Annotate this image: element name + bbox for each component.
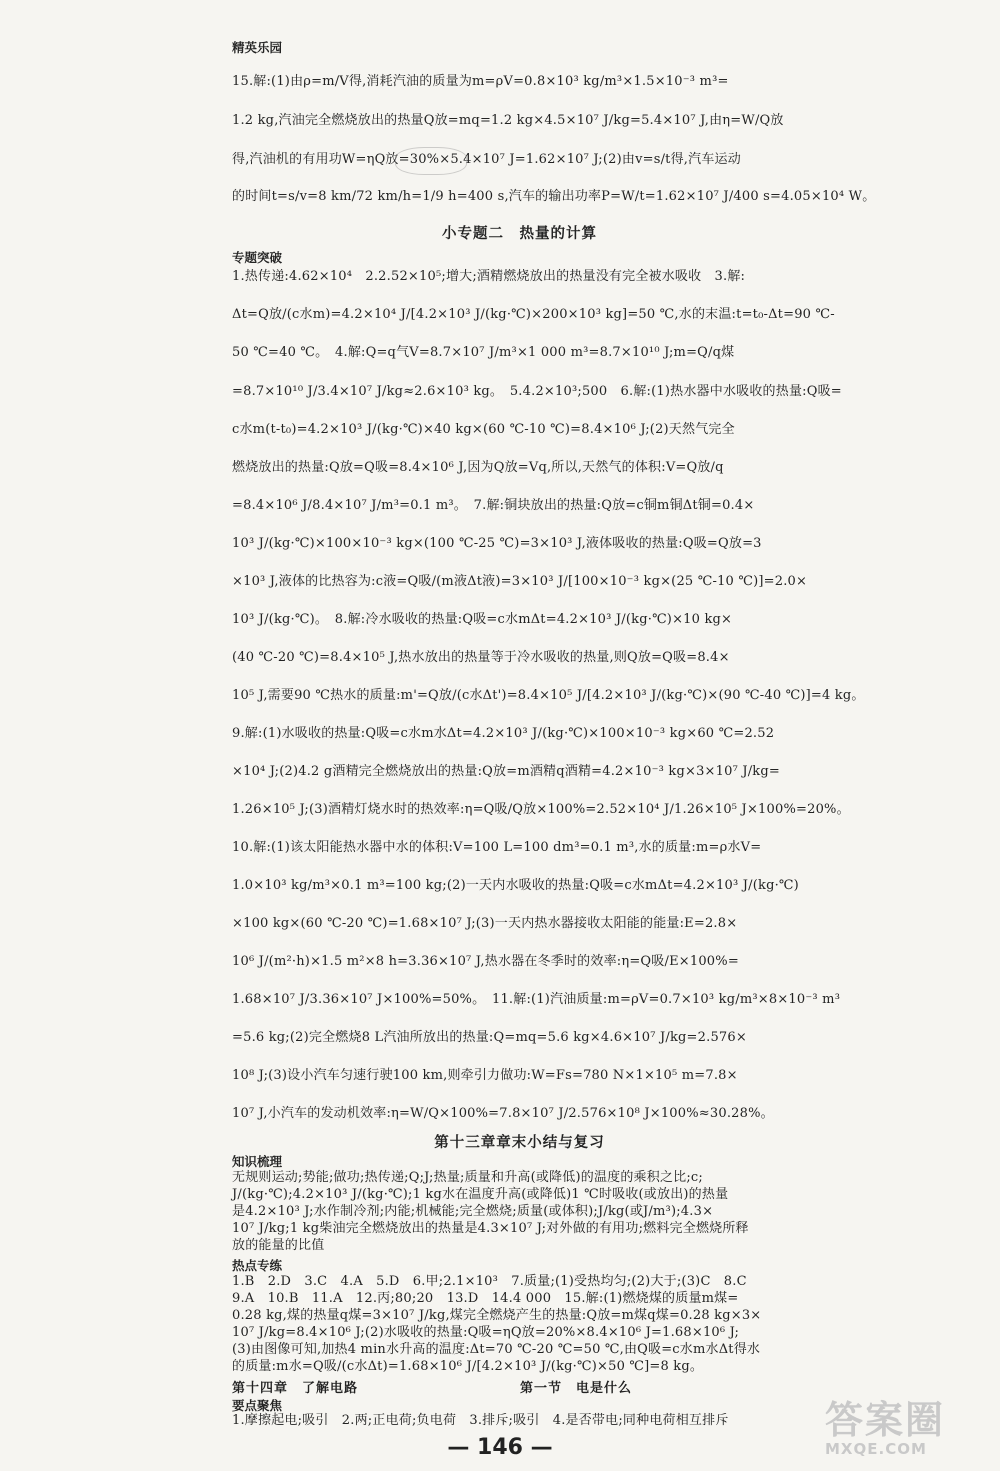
text-line: 燃烧放出的热量:Q放=Q吸=8.4×10⁶ J,因为Q放=Vq,所以,天然气的体积:V=Q放/q — [232, 460, 724, 475]
text-line: 0.28 kg,煤的热量q煤=3×10⁷ J/kg,煤完全燃烧产生的热量:Q放=m煤q煤=0.28 kg×3× — [232, 1308, 762, 1323]
text-line: 得,汽油机的有用功W=ηQ放=30%×5.4×10⁷ J=1.62×10⁷ J;(2)由v=s/t得,汽车运动 — [232, 152, 741, 167]
text-line: Δt=Q放/(c水m)=4.2×10⁴ J/[4.2×10³ J/(kg·℃)×200×10³ kg]=50 ℃,水的末温:t=t₀-Δt=90 ℃- — [232, 307, 835, 322]
header-label: 精英乐园 — [232, 40, 283, 55]
lesson-title: 第一节 电是什么 — [520, 1381, 633, 1396]
text-line: ×10³ J,液体的比热容为:c液=Q吸/(m液Δt液)=3×10³ J/[100×10⁻³ kg×(25 ℃-10 ℃)]=2.0× — [232, 574, 808, 589]
text-line: =8.4×10⁶ J/8.4×10⁷ J/m³=0.1 m³。 7.解:铜块放出的热量:Q放=c铜m铜Δt铜=0.4× — [232, 498, 755, 513]
page-number: — 146 — — [447, 1435, 553, 1460]
chapter-summary-title: 第十三章章末小结与复习 — [434, 1135, 605, 1151]
text-line: 10⁸ J;(3)设小汽车匀速行驶100 km,则牵引力做功:W=Fs=780 N×1×10⁵ m=7.8× — [232, 1068, 738, 1083]
section-heading: 知识梳理 — [232, 1154, 283, 1169]
watermark-text: 答案圈 — [825, 1398, 946, 1442]
text-line: 10⁵ J,需要90 ℃热水的质量:m'=Q放/(c水Δt')=8.4×10⁵ J/[4.2×10³ J/(kg·℃)×(90 ℃-40 ℃)]=4 kg。 — [232, 688, 865, 703]
text-line: 1.68×10⁷ J/3.36×10⁷ J×100%=50%。 11.解:(1)汽油质量:m=ρV=0.7×10³ kg/m³×8×10⁻³ m³ — [232, 992, 841, 1007]
text-line: 放的能量的比值 — [232, 1238, 325, 1253]
text-line: =8.7×10¹⁰ J/3.4×10⁷ J/kg≈2.6×10³ kg。 5.4.2×10³;500 6.解:(1)热水器中水吸收的热量:Q吸= — [232, 384, 842, 399]
section-heading: 要点聚焦 — [232, 1398, 283, 1413]
text-line: 10³ J/(kg·℃)。 8.解:冷水吸收的热量:Q吸=c水mΔt=4.2×10³ J/(kg·℃)×10 kg× — [232, 612, 733, 627]
text-line: 10.解:(1)该太阳能热水器中水的体积:V=100 L=100 dm³=0.1 m³,水的质量:m=ρ水V= — [232, 840, 762, 855]
text-line: 10⁷ J/kg=8.4×10⁶ J;(2)水吸收的热量:Q吸=ηQ放=20%×8.4×10⁶ J=1.68×10⁶ J; — [232, 1325, 740, 1340]
text-line: 无规则运动;势能;做功;热传递;Q;J;热量;质量和升高(或降低)的温度的乘积之比;c; — [232, 1170, 703, 1185]
chapter-title: 第十四章 了解电路 — [232, 1381, 359, 1396]
text-line: ×10⁴ J;(2)4.2 g酒精完全燃烧放出的热量:Q放=m酒精q酒精=4.2×10⁻³ kg×3×10⁷ J/kg= — [232, 764, 780, 779]
text-line: 1.2 kg,汽油完全燃烧放出的热量Q放=mq=1.2 kg×4.5×10⁷ J/kg=5.4×10⁷ J,由η=W/Q放 — [232, 113, 784, 128]
watermark-url: MXQE.COM — [825, 1440, 927, 1458]
text-line: (40 ℃-20 ℃)=8.4×10⁵ J,热水放出的热量等于冷水吸收的热量,则Q放=Q吸=8.4× — [232, 650, 730, 665]
text-line: 10³ J/(kg·℃)×100×10⁻³ kg×(100 ℃-25 ℃)=3×10³ J,液体吸收的热量:Q吸=Q放=3 — [232, 536, 762, 551]
text-line: 10⁷ J/kg;1 kg柴油完全燃烧放出的热量是4.3×10⁷ J;对外做的有用功;燃料完全燃烧所释 — [232, 1221, 749, 1236]
text-line: 1.摩擦起电;吸引 2.两;正电荷;负电荷 3.排斥;吸引 4.是否带电;同种电荷相互排斥 — [232, 1413, 729, 1428]
text-line: 9.解:(1)水吸收的热量:Q吸=c水m水Δt=4.2×10³ J/(kg·℃)×100×10⁻³ kg×60 ℃=2.52 — [232, 726, 775, 741]
text-line: 10⁷ J,小汽车的发动机效率:η=W/Q×100%=7.8×10⁷ J/2.576×10⁸ J×100%≈30.28%。 — [232, 1106, 774, 1121]
text-line: J/(kg·℃);4.2×10³ J/(kg·℃);1 kg水在温度升高(或降低)1 ℃时吸收(或放出)的热量 — [232, 1187, 729, 1202]
text-line: ×100 kg×(60 ℃-20 ℃)=1.68×10⁷ J;(3)一天内热水器接收太阳能的能量:E=2.8× — [232, 916, 738, 931]
text-line: 1.B 2.D 3.C 4.A 5.D 6.甲;2.1×10³ 7.质量;(1)受热均匀;(2)大于;(3)C 8.C — [232, 1274, 747, 1289]
watermark-logo — [825, 1400, 995, 1468]
stamp-mark — [395, 147, 467, 175]
text-line: (3)由图像可知,加热4 min水升高的温度:Δt=70 ℃-20 ℃=50 ℃,由Q吸=c水m水Δt得水 — [232, 1342, 761, 1357]
text-line: 10⁶ J/(m²·h)×1.5 m²×8 h=3.36×10⁷ J,热水器在冬季时的效率:η=Q吸/E×100%= — [232, 954, 739, 969]
text-line: 1.0×10³ kg/m³×0.1 m³=100 kg;(2)一天内水吸收的热量:Q吸=c水mΔt=4.2×10³ J/(kg·℃) — [232, 878, 799, 893]
section-title: 小专题二 热量的计算 — [442, 226, 597, 242]
section-heading: 热点专练 — [232, 1258, 283, 1273]
text-line: c水m(t-t₀)=4.2×10³ J/(kg·℃)×40 kg×(60 ℃-10 ℃)=8.4×10⁶ J;(2)天然气完全 — [232, 422, 735, 437]
section-heading: 专题突破 — [232, 250, 283, 265]
text-line: =5.6 kg;(2)完全燃烧8 L汽油所放出的热量:Q=mq=5.6 kg×4.6×10⁷ J/kg=2.576× — [232, 1030, 747, 1045]
text-line: 1.热传递:4.62×10⁴ 2.2.52×10⁵;增大;酒精燃烧放出的热量没有完全被水吸收 3.解: — [232, 269, 746, 284]
text-line: 的质量:m水=Q吸/(c水Δt)=1.68×10⁶ J/[4.2×10³ J/(kg·℃)×50 ℃]=8 kg。 — [232, 1359, 704, 1374]
text-line: 是4.2×10³ J;水作制冷剂;内能;机械能;完全燃烧;质量(或体积);J/kg(或J/m³);4.3× — [232, 1204, 714, 1219]
text-line: 9.A 10.B 11.A 12.丙;80;20 13.D 14.4 000 15.解:(1)燃烧煤的质量m煤= — [232, 1291, 739, 1306]
text-line: 的时间t=s/v=8 km/72 km/h=1/9 h=400 s,汽车的输出功率P=W/t=1.62×10⁷ J/400 s=4.05×10⁴ W。 — [232, 189, 876, 204]
text-line: 50 ℃=40 ℃。 4.解:Q=q气V=8.7×10⁷ J/m³×1 000 m³=8.7×10¹⁰ J;m=Q/q煤 — [232, 345, 735, 360]
text-line: 1.26×10⁵ J;(3)酒精灯烧水时的热效率:η=Q吸/Q放×100%=2.52×10⁴ J/1.26×10⁵ J×100%=20%。 — [232, 802, 850, 817]
text-line: 15.解:(1)由ρ=m/V得,消耗汽油的质量为m=ρV=0.8×10³ kg/m³×1.5×10⁻³ m³= — [232, 74, 729, 89]
